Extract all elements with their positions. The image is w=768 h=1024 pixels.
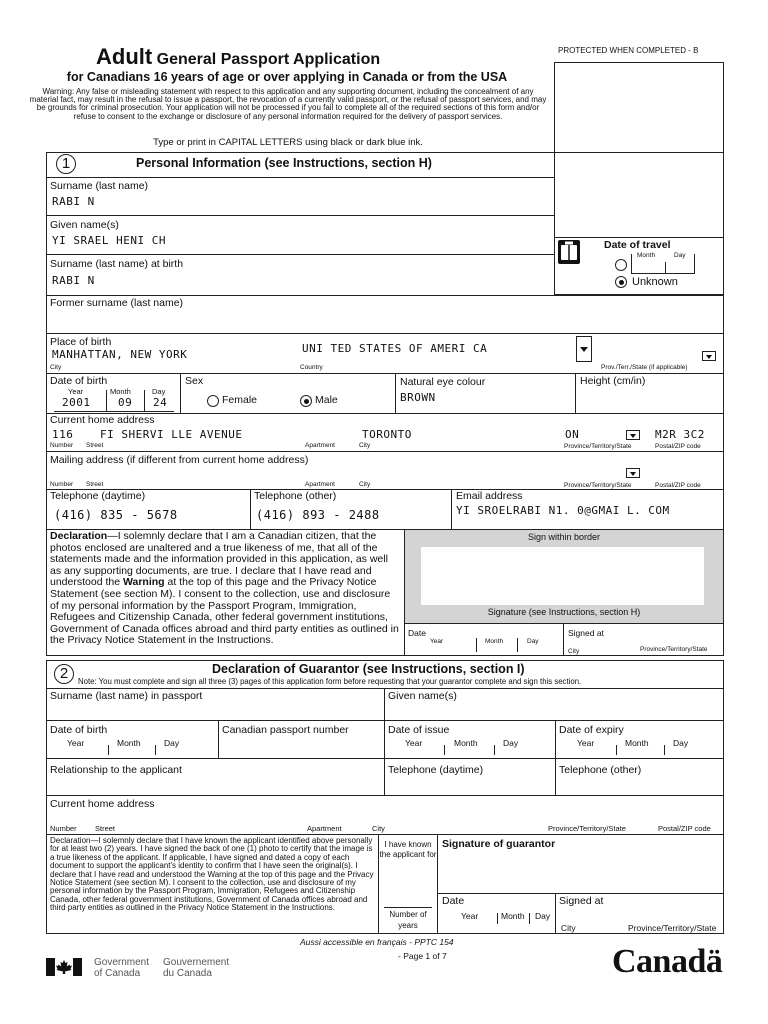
home-prov-dropdown[interactable] [626, 430, 640, 440]
g-expiry-label: Date of expiry [559, 724, 624, 736]
g-issue-day-lbl: Day [503, 738, 519, 748]
g-issue-label: Date of issue [388, 724, 450, 736]
g-ppn-label: Canadian passport number [222, 724, 349, 736]
title-adult: Adult [96, 44, 153, 69]
sex-female-label: Female [222, 394, 258, 406]
travel-day-lbl: Day [674, 252, 686, 259]
sex-female-radio[interactable] [207, 395, 219, 407]
former-surname-label: Former surname (last name) [50, 297, 184, 309]
g-addr-city-lbl: City [372, 824, 385, 833]
declaration-text [50, 531, 400, 647]
home-addr-number[interactable]: 116 [52, 428, 74, 441]
gov-fr-line2: du Canada [163, 968, 212, 979]
travel-unknown-label: Unknown [632, 276, 678, 288]
mailing-prov-dropdown[interactable] [626, 468, 640, 478]
sex-label: Sex [185, 375, 204, 387]
tel-other-label: Telephone (other) [254, 490, 337, 502]
pob-country-field[interactable]: UNI TED STATES OF AMERI CA [302, 342, 488, 355]
birth-surname-field[interactable]: RABI N [52, 274, 95, 287]
sig-signed-at-label: Signed at [568, 628, 604, 638]
protected-label: PROTECTED WHEN COMPLETED - B [558, 46, 699, 55]
g-issue-year-lbl: Year [405, 738, 423, 748]
home-apt-lbl: Apartment [305, 442, 335, 449]
g-signed-at-label: Signed at [559, 895, 604, 907]
dob-label: Date of birth [50, 375, 108, 387]
g-sig-day-lbl: Day [535, 911, 551, 921]
pob-city-lbl: City [50, 364, 62, 371]
g-dob-label: Date of birth [50, 724, 108, 736]
gov-fr-line1: Gouvernement [163, 957, 230, 968]
g-surname-label: Surname (last name) in passport [50, 690, 203, 702]
canada-flag-icon [46, 958, 82, 976]
gov-en-line1: Government [94, 957, 150, 968]
g-signed-prov-lbl: Province/Territory/State [628, 923, 717, 933]
home-addr-street[interactable]: FI SHERVI LLE AVENUE [100, 428, 243, 441]
g-addr-postal-lbl: Postal/ZIP code [658, 824, 711, 833]
pob-label: Place of birth [50, 336, 112, 348]
sig-date-label: Date [408, 628, 426, 638]
sig-year-lbl: Year [430, 638, 444, 645]
g-addr-apt-lbl: Apartment [307, 824, 342, 833]
surname-label: Surname (last name) [50, 180, 149, 192]
guarantor-signature-field[interactable] [442, 852, 720, 890]
travel-month-lbl: Month [637, 252, 656, 259]
surname-field[interactable]: RABI N [52, 195, 95, 208]
dob-year-field[interactable]: 2001 [62, 396, 91, 409]
home-city-lbl: City [359, 442, 371, 449]
mailing-addr-label: Mailing address (if different from current home address) [50, 454, 309, 466]
g-given-label: Given name(s) [388, 690, 457, 702]
pob-country-dropdown[interactable] [576, 336, 592, 362]
canada-wordmark: Canadä [612, 943, 723, 980]
guarantor-declaration: Declaration—I solemnly declare that I have known the applicant identified above personally for at least two (2) years. I have signed the back of one (1) photo to certify that the image is a true likeness of the applicant. If applicable, I have signed and dated a copy of each document to support the applicant's identity to confirm that I have seen the original(s). I declare that I have read and understood the Warning at the top of this page and the Privacy Notice Statement (see section M). I consent to the collection, use and disclosure of my personal information by the Passport Program, Immigration, Refugees and Citizenship Canada, other federal government institutions, Government of Canada offices abroad and third party entities as outlined in the Privacy Notice Statement in the Instructions. [50, 836, 374, 913]
home-addr-city[interactable]: TORONTO [362, 428, 412, 441]
g-dob-month-lbl: Month [117, 738, 141, 748]
mail-number-lbl: Number [50, 481, 74, 488]
dob-day-lbl: Day [152, 387, 166, 396]
tel-other-field[interactable]: (416) 893 - 2488 [256, 508, 380, 522]
g-expiry-day-lbl: Day [673, 738, 689, 748]
g-issue-month-lbl: Month [454, 738, 478, 748]
sex-male-radio[interactable] [300, 395, 312, 407]
given-field[interactable]: YI SRAEL HENI CH [52, 234, 166, 247]
instruction-text: Type or print in CAPITAL LETTERS using black or dark blue ink. [153, 137, 423, 148]
sig-month-lbl: Month [485, 638, 504, 645]
g-expiry-year-lbl: Year [577, 738, 595, 748]
section2-note: Note: You must complete and sign all three (3) pages of this application form before requesting that your guarantor complete and sign this section. [78, 677, 582, 686]
warning-text: Warning: Any false or misleading statement with respect to this application and any supporting document, including the concealment of any material fact, may result in the refusal to issue a passport, the revocation of a currently valid passport, or the refusal of passport services, and may be grounds for criminal prosecution. Your application will not be processed if you fail to complete all of the required sections of this form and/or refuse to consent to the exchange or disclosure of any personal information required for the delivery of passport services. [29, 87, 547, 121]
g-tel-day-label: Telephone (daytime) [388, 764, 484, 776]
declaration-part2: at the top of this page and the Privacy Notice Statement (see section M). I consent to the collection, use and disclosure of my personal information by the Passport Program, Immigration, Refugees and Citizenship Canada, other federal government institutions, Government of Canada offices abroad and third party entities as outlined in the Privacy Notice Statement in the Instructions. [50, 576, 399, 647]
g-signed-city-lbl: City [561, 923, 576, 933]
dob-day-field[interactable]: 24 [153, 396, 168, 409]
pob-city-field[interactable]: MANHATTAN, NEW YORK [52, 348, 188, 361]
sign-within-label: Sign within border [527, 532, 601, 542]
g-expiry-month-lbl: Month [625, 738, 649, 748]
mail-postal-lbl: Postal/ZIP code [655, 482, 701, 489]
signature-field[interactable] [421, 547, 704, 605]
dob-month-lbl: Month [110, 387, 131, 396]
page-subtitle: for Canadians 16 years of age or over applying in Canada or from the USA [66, 70, 508, 84]
guarantor-signature-label: Signature of guarantor [442, 838, 556, 850]
home-addr-postal[interactable]: M2R 3C2 [655, 428, 705, 441]
height-label: Height (cm/in) [580, 375, 646, 387]
email-field[interactable]: YI SROELRABI N1. 0@GMAI L. COM [456, 504, 670, 517]
mail-street-lbl: Street [86, 481, 104, 488]
home-addr-label: Current home address [50, 414, 155, 426]
declaration-part1: —I solemnly declare that I am a Canadian citizen, that the photos enclosed are unaltered and a true likeness of me, that all of the statements made and the information provided in this application, as well as any supporting documents, are true. I declare that I have read and understood the [50, 530, 388, 589]
home-street-lbl: Street [86, 442, 104, 449]
g-sig-month-lbl: Month [501, 911, 525, 921]
g-sig-date-label: Date [442, 895, 465, 907]
section1-title: Personal Information (see Instructions, section H) [136, 156, 432, 170]
french-availability: Aussi accessible en français - PPTC 154 [300, 937, 454, 947]
mail-prov-lbl: Province/Territory/State [564, 482, 632, 489]
sex-male-label: Male [315, 394, 338, 406]
section2-title: Declaration of Guarantor (see Instructions, section I) [212, 662, 525, 676]
g-dob-year-lbl: Year [67, 738, 85, 748]
email-label: Email address [456, 490, 523, 502]
section2-number: 2 [54, 664, 74, 684]
tel-day-field[interactable]: (416) 835 - 5678 [54, 508, 178, 522]
sig-day-lbl: Day [527, 638, 539, 645]
dob-month-field[interactable]: 09 [118, 396, 133, 409]
section1-number: 1 [56, 154, 76, 174]
g-addr-prov-lbl: Province/Territory/State [548, 824, 626, 833]
g-dob-day-lbl: Day [164, 738, 180, 748]
declaration-bold: Declaration [50, 530, 108, 542]
mail-apt-lbl: Apartment [305, 481, 335, 488]
declaration-warning: Warning [122, 576, 165, 589]
former-surname-field[interactable] [50, 312, 710, 330]
home-postal-lbl: Postal/ZIP code [655, 443, 701, 450]
tel-day-label: Telephone (daytime) [50, 490, 146, 502]
page-number: - Page 1 of 7 [398, 951, 447, 961]
given-label: Given name(s) [50, 219, 119, 231]
g-sig-year-lbl: Year [461, 911, 479, 921]
g-tel-other-label: Telephone (other) [559, 764, 642, 776]
eye-label: Natural eye colour [400, 376, 486, 388]
signature-caption: Signature (see Instructions, section H) [487, 607, 641, 617]
home-addr-prov[interactable]: ON [565, 428, 580, 441]
sig-prov-lbl: Province/Territory/State [640, 646, 708, 653]
height-field[interactable] [580, 390, 718, 408]
pob-prov-dropdown[interactable] [702, 351, 716, 361]
pob-country-lbl: Country [300, 364, 323, 371]
birth-surname-label: Surname (last name) at birth [50, 258, 184, 270]
travel-title: Date of travel [604, 239, 671, 251]
eye-field[interactable]: BROWN [400, 391, 436, 404]
home-prov-lbl: Province/Territory/State [564, 443, 632, 450]
mailing-addr-field[interactable] [50, 466, 550, 480]
dob-year-lbl: Year [68, 387, 84, 396]
title-rest: General Passport Application [156, 51, 381, 68]
g-addr-label: Current home address [50, 798, 155, 810]
g-addr-number-lbl: Number [50, 824, 77, 833]
g-addr-street-lbl: Street [95, 824, 116, 833]
pob-prov-lbl: Prov./Terr./State (if applicable) [601, 364, 688, 371]
known-label: I have known the applicant for [379, 840, 437, 859]
home-number-lbl: Number [50, 442, 74, 449]
years-label: Number of years [389, 910, 427, 930]
mail-city-lbl: City [359, 481, 371, 488]
gov-en-line2: of Canada [94, 968, 141, 979]
g-relationship-label: Relationship to the applicant [50, 764, 182, 776]
sig-city-lbl: City [568, 648, 580, 655]
